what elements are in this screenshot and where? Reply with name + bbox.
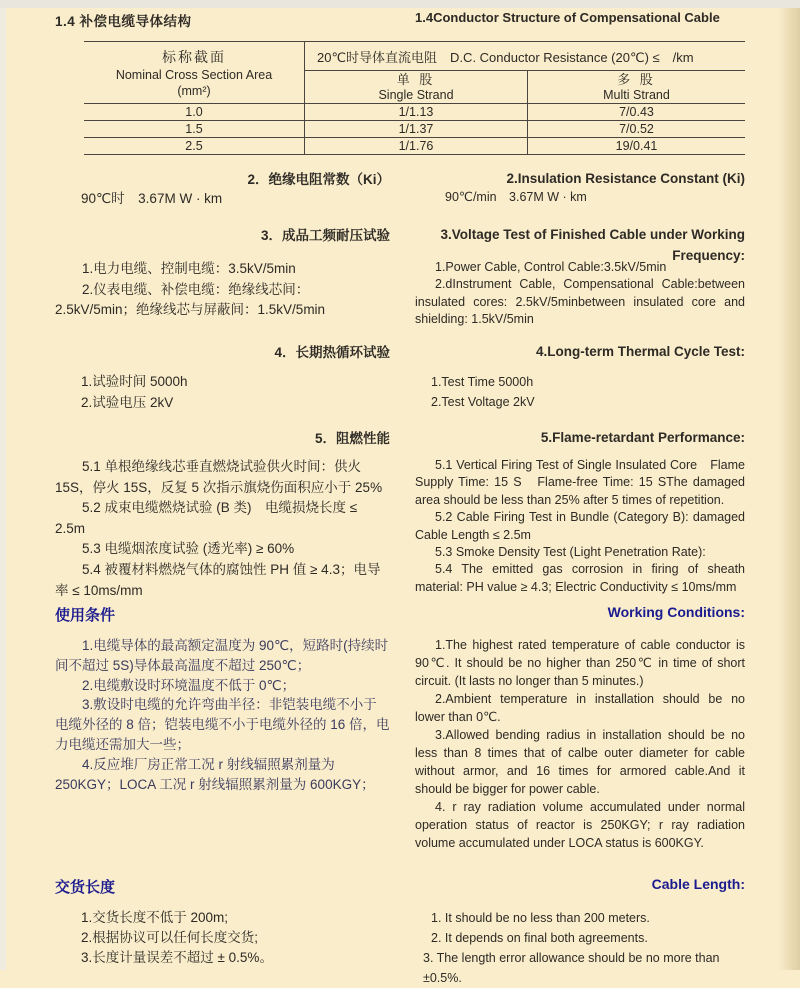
paragraph: 2.Test Voltage 2kV [431, 395, 535, 409]
table-cell: 1/1.13 [305, 104, 527, 121]
cable-length-body-zh [55, 908, 390, 968]
paragraph: 5.2 成束电缆燃烧试验 (B 类) 电缆损烧长度 ≤ 2.5m [55, 500, 358, 536]
paragraph: 1.The highest rated temperature of cable conductor is 90℃. It should be no higher than 250℃ in time of short circuit. (It lasts no longer than 5 minutes.) [415, 638, 745, 688]
paragraph: 2.仪表电缆、补偿电缆：绝缘线芯间：2.5kV/5min；绝缘线芯与屏蔽间：1.5kV/5min [55, 281, 326, 318]
section-4-body-row [55, 372, 745, 413]
section-4-heading-row [55, 341, 745, 362]
working-conditions-body-en [415, 636, 745, 852]
section-3-body-zh [55, 259, 390, 321]
table-span-header: 20℃时导体直流电阻 D.C. Conductor Resistance (20℃) ≤ /km [305, 42, 745, 71]
section-2-heading-zh: 2．绝缘电阻常数（Ki） [247, 172, 390, 187]
table-cell: 7/0.43 [527, 104, 745, 121]
document-title-row [55, 10, 745, 30]
paragraph: 1.Test Time 5000h [431, 375, 534, 389]
section-3-heading-zh: 3．成品工频耐压试验 [260, 228, 390, 243]
list-item: 3.长度计量误差不超过 ± 0.5%。 [81, 950, 273, 965]
paragraph: 5.4 被覆材料燃烧气体的腐蚀性 PH 值 ≥ 4.3；电导率 ≤ 10ms/mm [55, 561, 381, 598]
working-conditions-body-row [55, 636, 745, 852]
paragraph: 5.1 单根绝缘线芯垂直燃烧试验供火时间：供火15S，停火 15S，反复 5 次指示旗烧伤面积应小于 25% [55, 459, 383, 495]
subheader-multi-en: Multi Strand [603, 87, 670, 102]
working-conditions-body-zh [55, 636, 390, 794]
section-2-heading-row [55, 168, 745, 189]
paragraph: 4.反应堆厂房正常工况 r 射线辐照累剂量为 250KGY；LOCA 工况 r 射线辐照累剂量为 600KGY； [55, 756, 375, 792]
paragraph: 2.dInstrument Cable, Compensational Cable:between insulated cores: 2.5kV/5minbetween insulated core and shielding: 1.5kV/5min [415, 277, 745, 327]
section-4-body-en [415, 372, 745, 412]
table-col1-header [84, 42, 305, 104]
paragraph: 5.3 Smoke Density Test (Light Penetration Rate): [435, 545, 706, 560]
paragraph: 5.3 电缆烟浓度试验 (透光率) ≥ 60% [82, 541, 295, 557]
cable-length-heading-en: Cable Length: [651, 876, 745, 892]
conductor-structure-table [84, 41, 745, 155]
col1-header-unit: (mm²) [177, 83, 211, 98]
section-4-heading-zh: 4．长期热循环试验 [274, 345, 390, 360]
paragraph: 4. r ray radiation volume accumulated under normal operation status of reactor is 250KGY; r ray radiation volume accumulated under LOCA status is 600KGY. [415, 800, 745, 850]
section-5-body-row [55, 457, 745, 601]
working-conditions-heading-zh: 使用条件 [55, 607, 116, 624]
paragraph: 2.试验电压 2kV [81, 394, 174, 410]
table-cell: 19/0.41 [527, 138, 745, 155]
page-right-shadow [778, 8, 800, 970]
section-5-heading-row [55, 427, 745, 448]
paragraph: 1.Power Cable, Control Cable:3.5kV/5min [435, 260, 667, 274]
table-cell: 2.5 [84, 138, 305, 155]
section-2-body-row [55, 189, 745, 210]
list-item: 2.根据协议可以任何长度交货; [81, 930, 259, 945]
section-5-heading-en: 5.Flame-retardant Performance: [540, 430, 745, 445]
paragraph: 1.试验时间 5000h [81, 374, 188, 389]
cable-length-body-en [415, 908, 745, 988]
col1-header-en: Nominal Cross Section Area [115, 67, 273, 82]
table-subheader-multi [527, 71, 745, 104]
table-cell: 1.5 [84, 121, 305, 138]
subheader-single-zh: 单 股 [396, 71, 436, 87]
section-5-heading-zh: 5．阻燃性能 [314, 431, 390, 446]
paragraph: 1.电缆导体的最高额定温度为 90℃，短路时(持续时间不超过 5S)导体最高温度不超过 250℃； [55, 638, 389, 673]
section-3-body-en [415, 259, 745, 329]
page-left-edge [0, 8, 6, 970]
subheader-single-en: Single Strand [378, 87, 454, 102]
list-item: 3. The length error allowance should be no more than ±0.5%. [423, 951, 720, 985]
paragraph: 2.电缆敷设时环境温度不低于 0℃； [82, 677, 296, 693]
section-5-body-en [415, 457, 745, 596]
section-2-body-zh [55, 189, 390, 210]
paragraph: 2.Ambient temperature in installation should be no lower than 0℃. [415, 692, 745, 724]
table-cell: 1/1.37 [305, 121, 527, 138]
cable-length-heading-row [55, 876, 745, 897]
working-conditions-heading-en: Working Conditions: [607, 604, 745, 620]
paragraph: 5.4 The emitted gas corrosion in firing of sheath material: PH value ≥ 4.3; Electric Conductivity ≤ 10ms/mm [415, 562, 745, 594]
section-4-body-zh [55, 372, 390, 413]
paragraph: 3.敷设时电缆的允许弯曲半径：非铠装电缆不小于电缆外径的 8 倍；铠装电缆不小于电缆外径的 16 倍，电力电缆还需加大一些； [55, 697, 390, 752]
col1-header-zh: 标称截面 [162, 48, 226, 65]
paragraph: 90℃时 3.67M W · km [81, 191, 223, 206]
section-3-heading-en: 3.Voltage Test of Finished Cable under Working Frequency: [440, 227, 745, 263]
section-4-heading-en: 4.Long-term Thermal Cycle Test: [535, 344, 745, 359]
table-cell: 1/1.76 [305, 138, 527, 155]
list-item: 1.交货长度不低于 200m; [81, 910, 229, 925]
paragraph: 3.Allowed bending radius in installation should be no less than 8 times that of calbe outer diameter for cable without armor, and 16 times for armored cable.And it should be bigger for power cable. [415, 728, 745, 796]
section-2-body-en [415, 189, 745, 206]
cable-length-body-row [55, 908, 745, 988]
working-conditions-heading-row [55, 604, 745, 625]
paragraph: 90℃/min 3.67M W · km [445, 190, 587, 204]
subheader-multi-zh: 多 股 [617, 71, 656, 87]
table-cell: 7/0.52 [527, 121, 745, 138]
list-item: 2. It depends on final both agreements. [431, 931, 648, 945]
paragraph: 5.2 Cable Firing Test in Bundle (Category B): damaged Cable Length ≤ 2.5m [415, 510, 745, 542]
paragraph: 1.电力电缆、控制电缆：3.5kV/5min [82, 261, 296, 276]
list-item: 1. It should be no less than 200 meters. [431, 911, 650, 925]
cable-length-heading-zh: 交货长度 [55, 879, 116, 896]
section-2-heading-en: 2.Insulation Resistance Constant (Ki) [506, 171, 745, 186]
doc-title-zh: 1.4 补偿电缆导体结构 [55, 14, 192, 29]
paragraph: 5.1 Vertical Firing Test of Single Insulated Core Flame Supply Time: 15 S Flame-free Time: 15 SThe damaged area should be less than 25% after 5 times of repetition. [415, 458, 745, 507]
doc-title-en: 1.4Conductor Structure of Compensational Cable [415, 10, 720, 25]
table-cell: 1.0 [84, 104, 305, 121]
section-5-body-zh [55, 457, 390, 601]
table-subheader-single [305, 71, 527, 104]
page-top-edge [0, 0, 800, 8]
section-3-body-row [55, 259, 745, 329]
